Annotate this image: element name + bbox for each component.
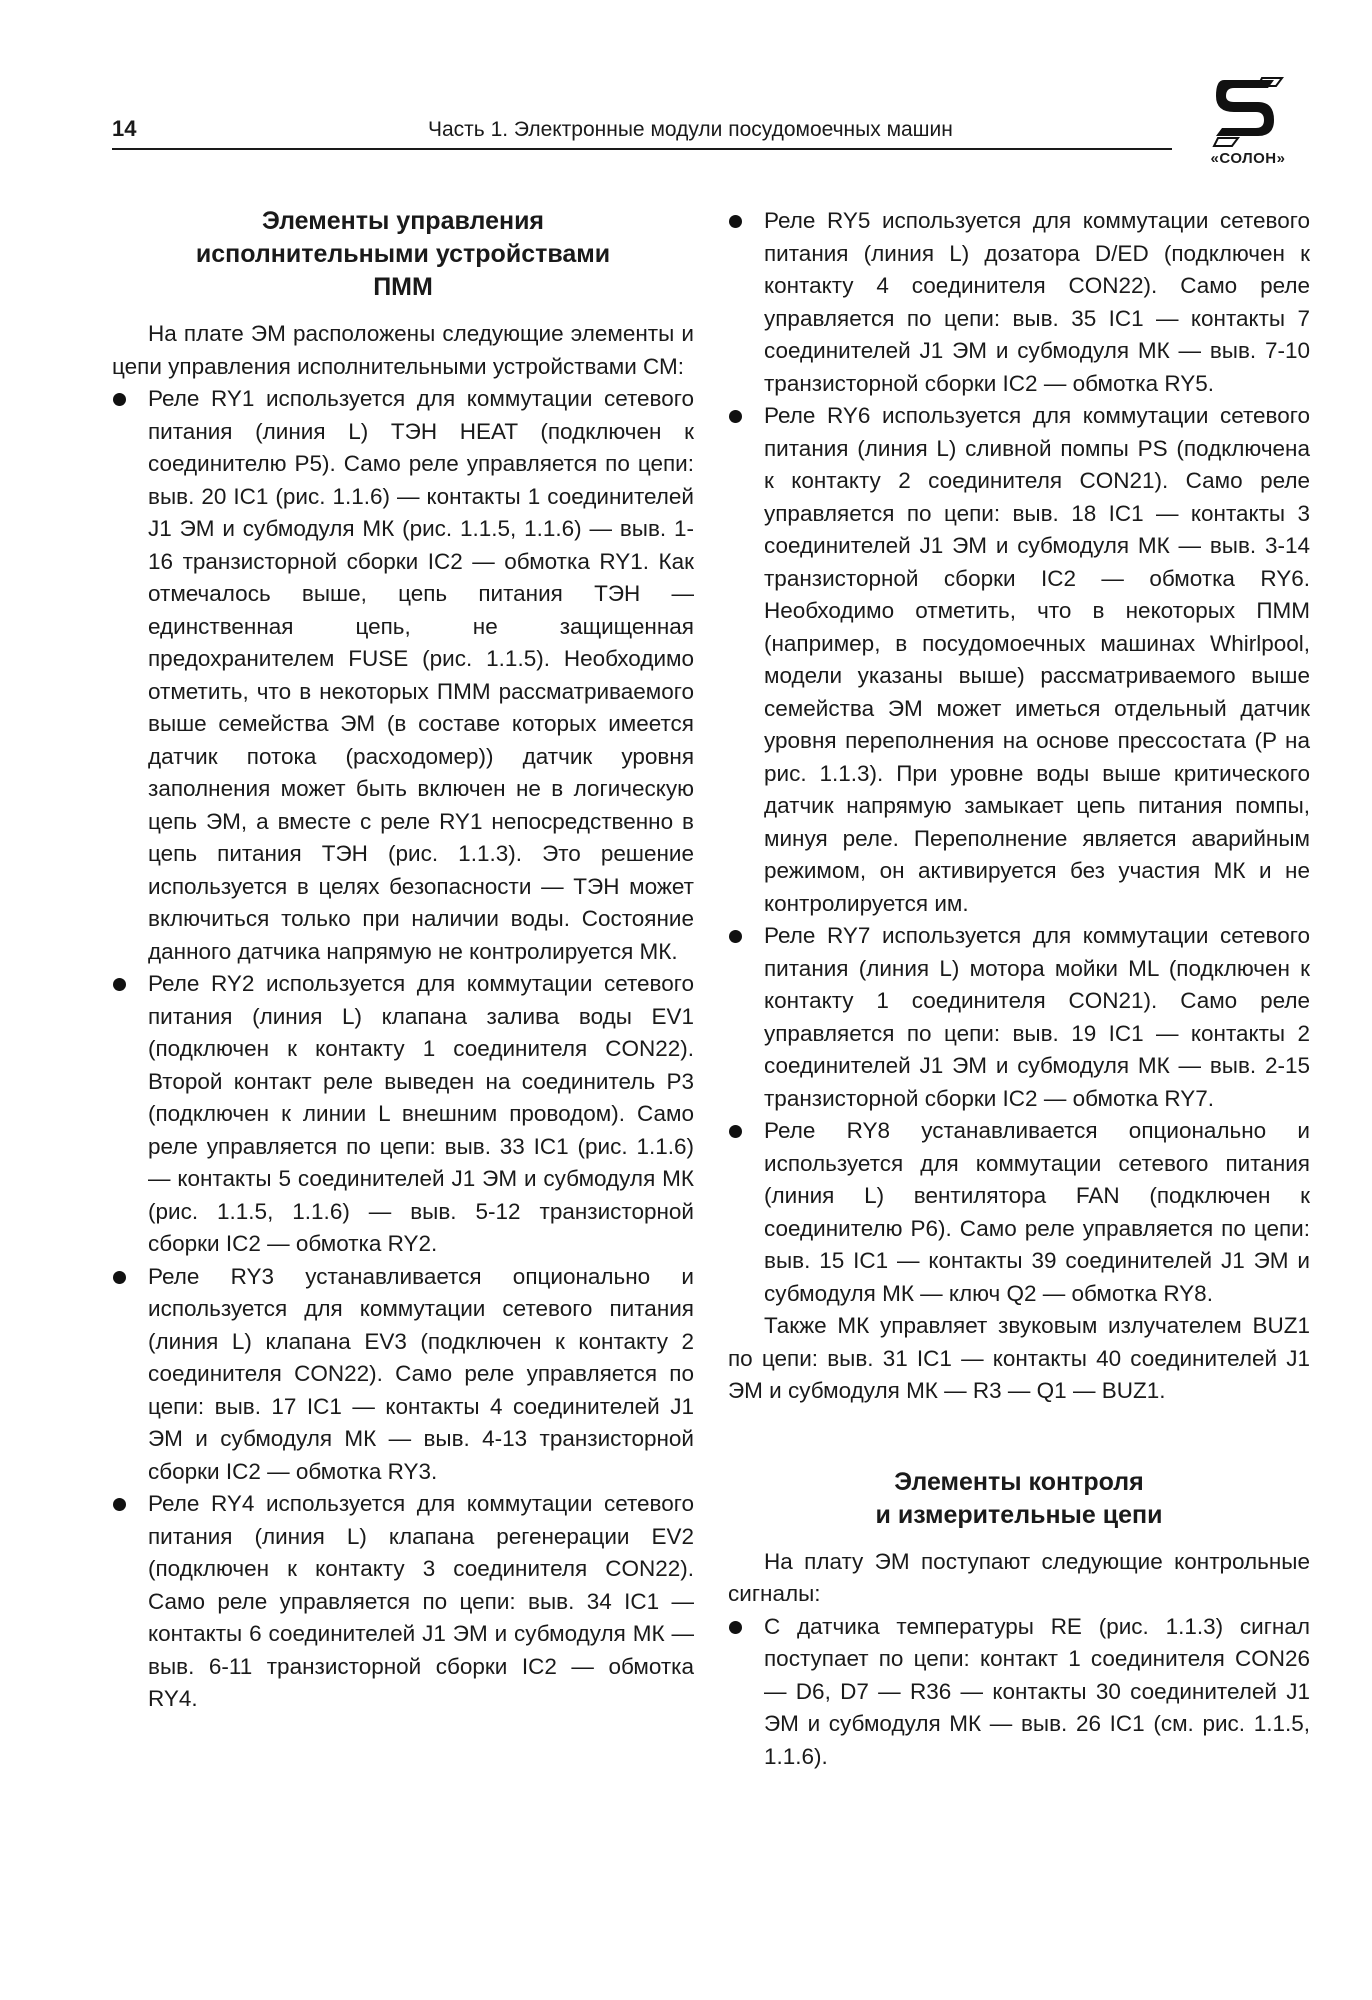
list-item [728, 1611, 1310, 1774]
bullet-icon [729, 930, 742, 943]
relay-list-left [112, 383, 694, 1716]
solon-logo-icon [1212, 76, 1284, 152]
intro-paragraph-2: На плату ЭМ поступают следующие контрольные сигналы: [728, 1548, 1310, 1606]
intro-paragraph: На плате ЭМ расположены следующие элементы и цепи управления исполнительными устройствами СМ: [112, 321, 694, 379]
list-item-text: Реле RY8 устанавливается опционально и используется для коммутации сетевого питания (линия L) вентилятора FAN (подключен к соединителю P6). Само реле управляется по цепи: выв. 15 IC1 — контакты 39 соединителей J1 ЭМ и субмодуля МК — ключ Q2 — обмотка RY8. [764, 1118, 1310, 1306]
publisher-name: «СОЛОН» [1210, 150, 1286, 167]
left-column [112, 205, 694, 1716]
bullet-icon [113, 1498, 126, 1511]
bullet-icon [113, 978, 126, 991]
running-title: Часть 1. Электронные модули посудомоечных машин [428, 118, 953, 141]
list-item-text: Реле RY5 используется для коммутации сетевого питания (линия L) дозатора D/ED (подключен к контакту 4 соединителя CON22). Само реле управляется по цепи: выв. 35 IC1 — контакты 7 соединителей J1 ЭМ и субмодуля МК — выв. 7-10 транзисторной сборки IC2 — обмотка RY5. [764, 208, 1310, 396]
list-item [112, 1488, 694, 1716]
buzzer-paragraph: Также МК управляет звуковым излучателем BUZ1 по цепи: выв. 31 IC1 — контакты 40 соединителей J1 ЭМ и субмодуля МК — R3 — Q1 — BUZ1. [728, 1313, 1310, 1403]
section-heading-controls [112, 205, 694, 304]
list-item [728, 1115, 1310, 1310]
heading-line: исполнительными устройствами [195, 240, 611, 268]
heading-line: и измерительные цепи [875, 1500, 1163, 1529]
relay-list-right [728, 205, 1310, 1310]
list-item-text: С датчика температуры RE (рис. 1.1.3) сигнал поступает по цепи: контакт 1 соединителя CON26 — D6, D7 — R36 — контакты 30 соединителей J1 ЭМ и субмодуля МК — выв. 26 IC1 (см. рис. 1.1.5, 1.1.6). [764, 1613, 1310, 1769]
signal-list [728, 1611, 1310, 1774]
heading-line: Элементы контроля [894, 1467, 1144, 1496]
page-number: 14 [112, 116, 137, 141]
section-heading-measurement [728, 1466, 1310, 1532]
bullet-icon [113, 1271, 126, 1284]
section-spacer [728, 1408, 1310, 1466]
list-item [728, 400, 1310, 920]
bullet-icon [729, 215, 742, 228]
list-item-text: Реле RY6 используется для коммутации сетевого питания (линия L) сливной помпы PS (подключена к контакту 2 соединителя CON21). Само реле управляется по цепи: выв. 18 IC1 — контакты 3 соединителей J1 ЭМ и субмодуля МК — выв. 3-14 транзисторной сборки IC2 — обмотка RY6. Необходимо отметить, что в некоторых ПММ (например, в посудомоечных машинах Whirlpool, модели указаны выше) рассматриваемого выше семейства ЭМ может иметься отдельный датчик уровня переполнения на основе прессостата (P на рис. 1.1.3). При уровне воды выше критического датчик напрямую замыкает цепь питания помпы, минуя реле. Переполнение является аварийным режимом, он активируется без участия МК и не контролируется им. [764, 403, 1310, 916]
list-item-text: Реле RY2 используется для коммутации сетевого питания (линия L) клапана залива воды EV1 (подключен к контакту 1 соединителя CON22). Второй контакт реле выведен на соединитель P3 (подключен к линии L внешним проводом). Само реле управляется по цепи: выв. 33 IC1 (рис. 1.1.6) — контакты 5 соединителей J1 ЭМ и субмодуля МК (рис. 1.1.5, 1.1.6) — выв. 5-12 транзисторной сборки IC2 — обмотка RY2. [148, 971, 694, 1256]
list-item [112, 383, 694, 968]
list-item-text: Реле RY7 используется для коммутации сетевого питания (линия L) мотора мойки ML (подключен к контакту 1 соединителя CON21). Само реле управляется по цепи: выв. 19 IC1 — контакты 2 соединителей J1 ЭМ и субмодуля МК — выв. 2-15 транзисторной сборки IC2 — обмотка RY7. [764, 923, 1310, 1111]
list-item [728, 920, 1310, 1115]
list-item [728, 205, 1310, 400]
right-column [728, 205, 1310, 1773]
bullet-icon [729, 410, 742, 423]
list-item-text: Реле RY4 используется для коммутации сетевого питания (линия L) клапана регенерации EV2 (подключен к контакту 3 соединителя CON22). Само реле управляется по цепи: выв. 34 IC1 — контакты 6 соединителей J1 ЭМ и субмодуля МК — выв. 6-11 транзисторной сборки IC2 — обмотка RY4. [148, 1491, 694, 1711]
heading-line: ПММ [373, 273, 433, 301]
page-header [112, 112, 1172, 150]
list-item [112, 968, 694, 1261]
heading-line: Элементы управления [261, 207, 545, 235]
list-item-text: Реле RY1 используется для коммутации сетевого питания (линия L) ТЭН HEAT (подключен к соединителю P5). Само реле управляется по цепи: выв. 20 IC1 (рис. 1.1.6) — контакты 1 соединителей J1 ЭМ и субмодуля МК (рис. 1.1.5, 1.1.6) — выв. 1-16 транзисторной сборки IC2 — обмотка RY1. Как отмечалось выше, цепь питания ТЭН — единственная цепь, не защищенная предохранителем FUSE (рис. 1.1.5). Необходимо отметить, что в некоторых ПММ рассматриваемого выше семейства ЭМ (в составе которых имеется датчик потока (расходомер)) датчик уровня заполнения может быть включен не в логическую цепь ЭМ, а вместе с реле RY1 непосредственно в цепь питания ТЭН (рис. 1.1.3). Это решение используется в целях безопасности — ТЭН может включиться только при наличии воды. Состояние данного датчика напрямую не контролируется МК. [148, 386, 694, 964]
bullet-icon [729, 1621, 742, 1634]
list-item-text: Реле RY3 устанавливается опционально и используется для коммутации сетевого питания (линия L) клапана EV3 (подключен к контакту 2 соединителя CON22). Само реле управляется по цепи: выв. 17 IC1 — контакты 4 соединителей J1 ЭМ и субмодуля МК — выв. 4-13 транзисторной сборки IC2 — обмотка RY3. [148, 1263, 694, 1484]
list-item [112, 1261, 694, 1489]
publisher-logo [1198, 76, 1298, 176]
bullet-icon [729, 1125, 742, 1138]
bullet-icon [113, 393, 126, 406]
